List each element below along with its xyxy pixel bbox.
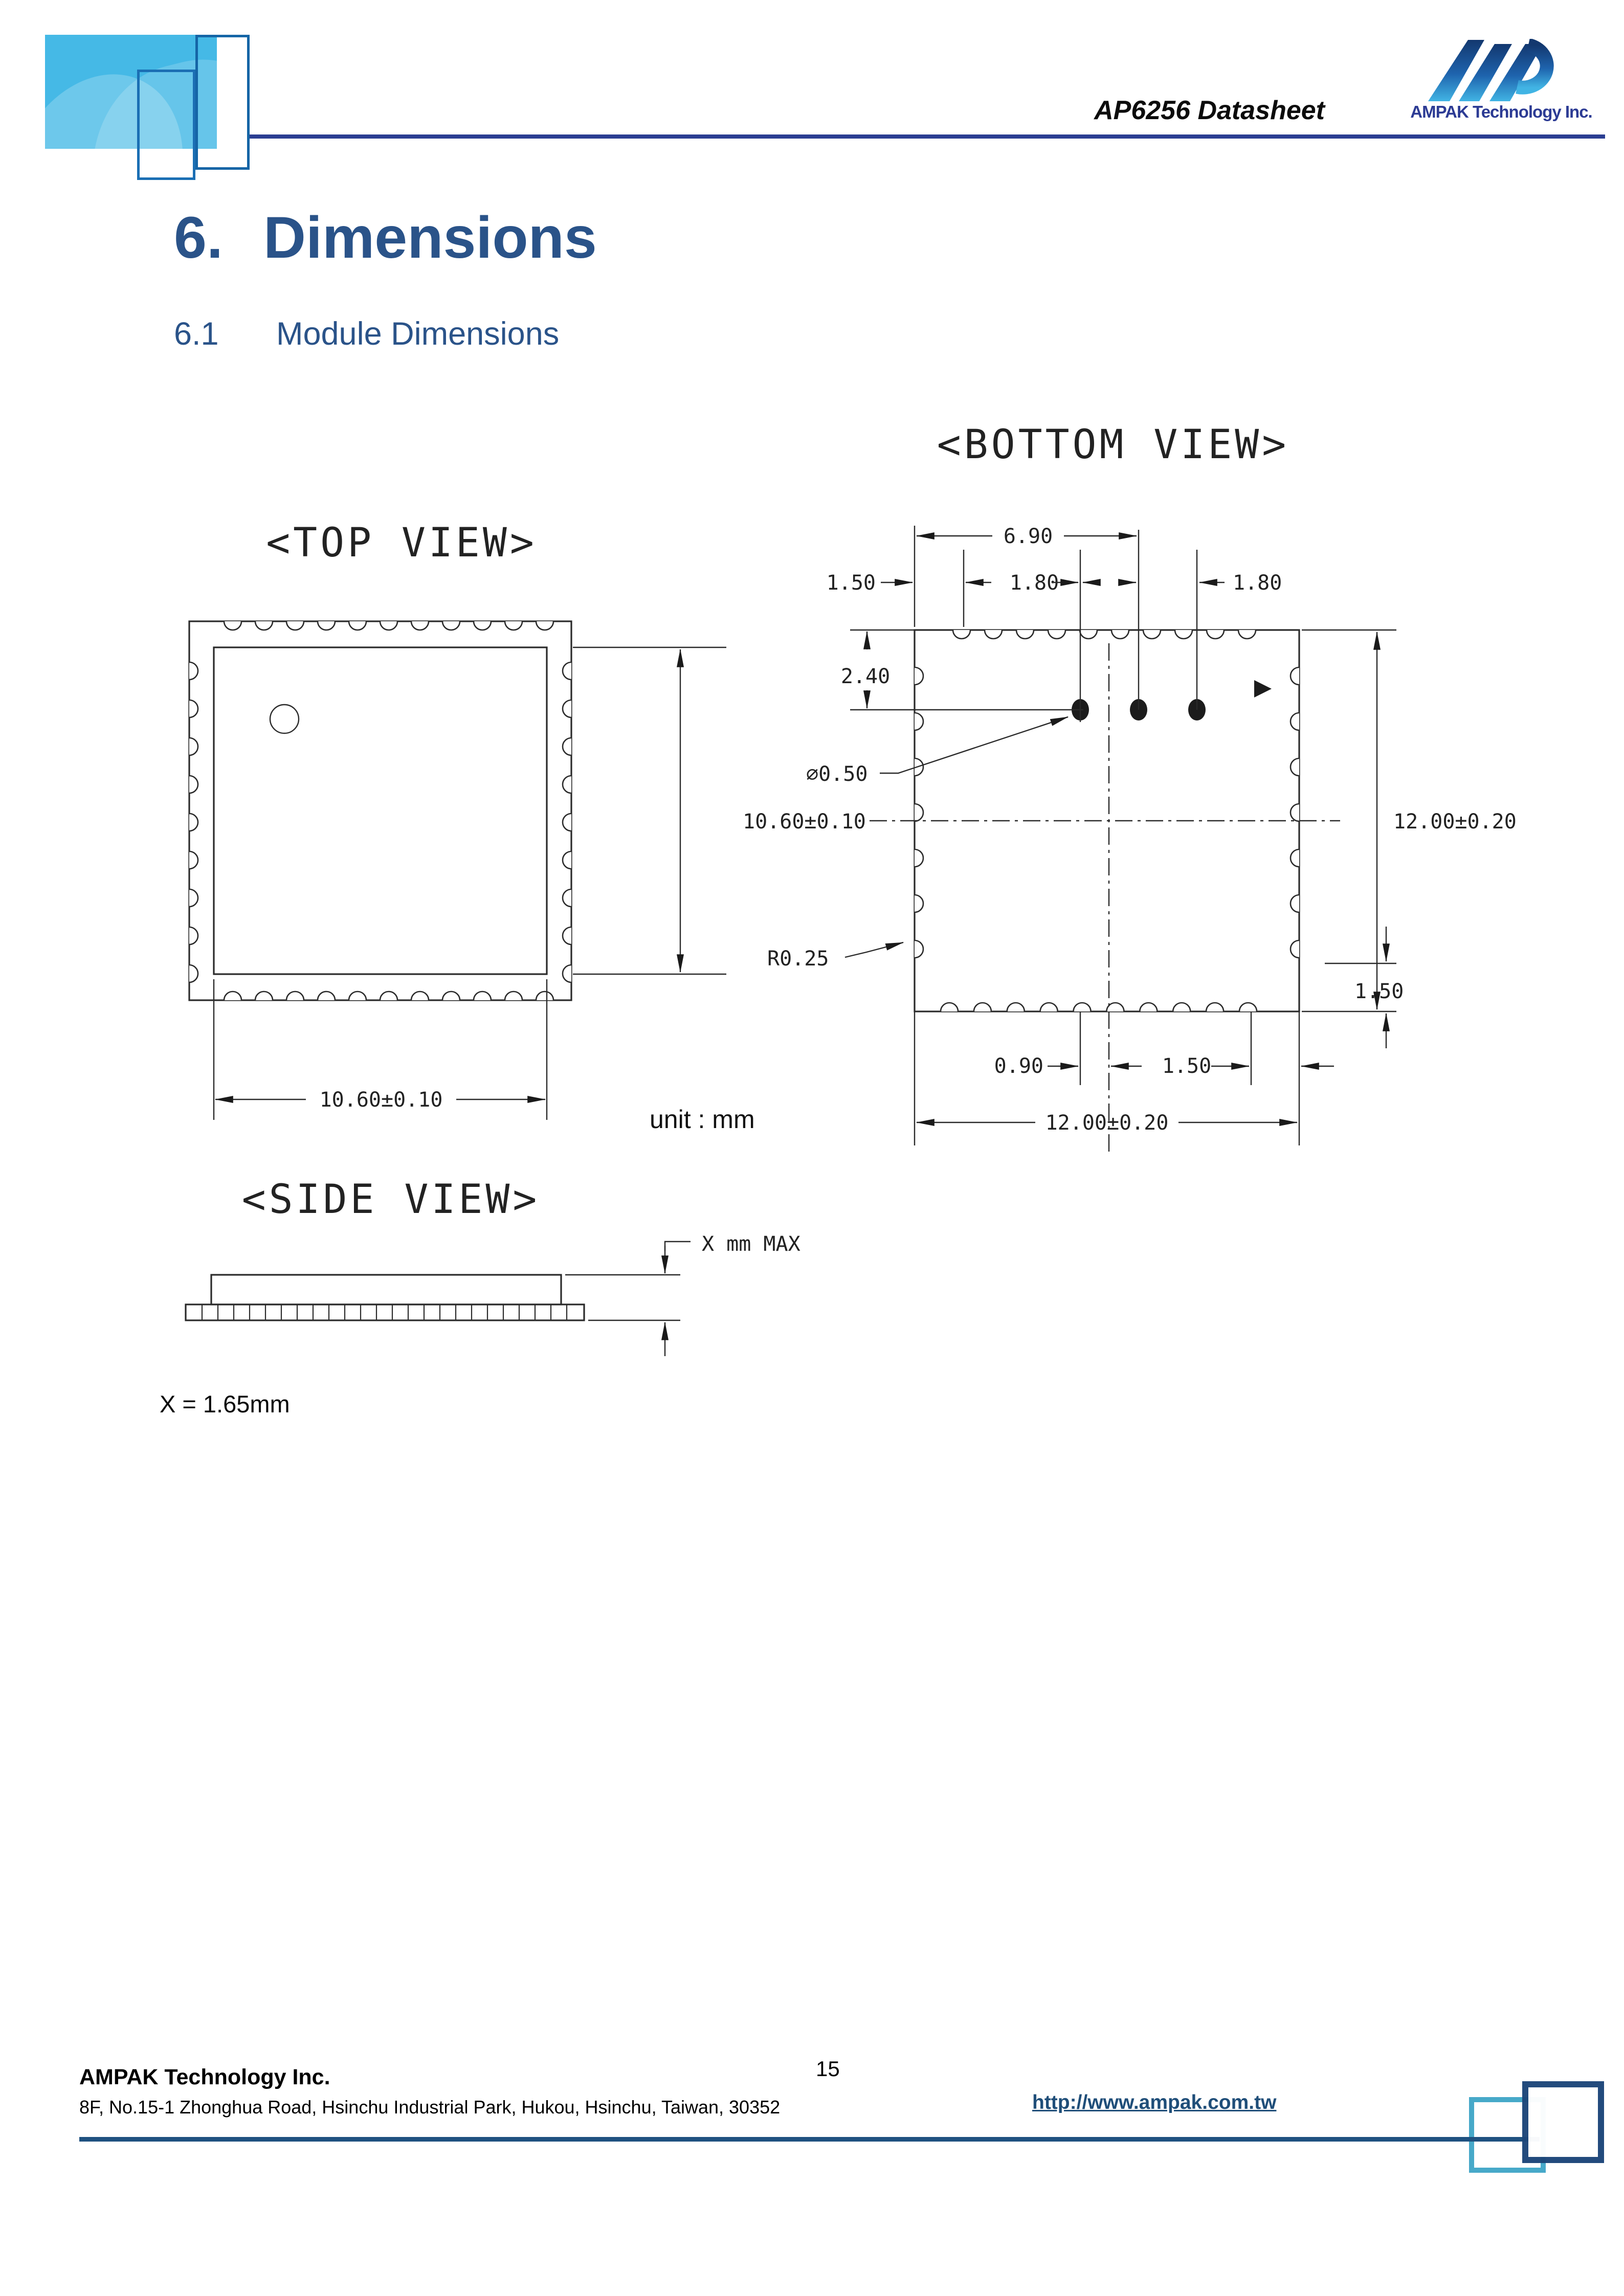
footer-decor-navy-box — [1522, 2081, 1604, 2163]
dim-pad-diameter — [806, 717, 1068, 786]
document-title: AP6256 Datasheet — [1094, 96, 1325, 125]
side-view-drawing — [186, 1177, 800, 1356]
dim-bottom-margin — [1162, 1011, 1334, 1085]
side-view-title: <SIDE VIEW> — [241, 1177, 540, 1223]
svg-text:1.80: 1.80 — [1233, 571, 1282, 595]
side-view-pad-ticks — [202, 1304, 567, 1320]
company-logo — [1387, 39, 1615, 122]
svg-text:1.50: 1.50 — [826, 571, 876, 595]
dim-max-thickness — [565, 1232, 800, 1356]
subsection-heading — [174, 318, 559, 350]
dim-top-view-height — [573, 647, 866, 974]
heading-number: 6. — [174, 205, 223, 271]
svg-text:12.00±0.20: 12.00±0.20 — [1045, 1111, 1169, 1135]
header-rule — [249, 134, 1605, 139]
side-view-body — [211, 1275, 561, 1304]
page-number: 15 — [816, 2057, 840, 2081]
heading-text: Dimensions — [263, 205, 597, 271]
svg-text:1.80: 1.80 — [1009, 571, 1059, 595]
svg-text:⌀0.50: ⌀0.50 — [806, 762, 868, 786]
svg-text:12.00±0.20: 12.00±0.20 — [1393, 810, 1517, 834]
svg-text:0.90: 0.90 — [994, 1054, 1043, 1078]
dim-overall-width — [915, 1011, 1299, 1145]
dimension-drawing — [0, 409, 1624, 1432]
footer-rule — [79, 2137, 1540, 2142]
top-view-castellations — [181, 613, 580, 1009]
header-decor-outline-box — [137, 70, 195, 180]
bottom-view-title: <BOTTOM VIEW> — [937, 422, 1289, 468]
logo-company-name: AMPAK Technology Inc. — [1410, 102, 1592, 121]
header-decor-outline-box — [195, 35, 250, 170]
top-view-title: <TOP VIEW> — [266, 520, 537, 566]
dim-margin-and-pitch-row — [827, 550, 1282, 627]
svg-text:R0.25: R0.25 — [767, 947, 829, 971]
footer-address: 8F, No.15-1 Zhonghua Road, Hsinchu Industrial Park, Hukou, Hsinchu, Taiwan, 30352 — [79, 2097, 781, 2118]
bottom-view-drawing — [767, 422, 1517, 1152]
svg-text:10.60±0.10: 10.60±0.10 — [319, 1088, 443, 1112]
subheading-number: 6.1 — [174, 316, 219, 352]
svg-text:1.50: 1.50 — [1162, 1054, 1212, 1078]
footer-website-link[interactable]: http://www.ampak.com.tw — [1032, 2091, 1277, 2113]
thickness-value-note: X = 1.65mm — [160, 1390, 290, 1417]
top-view-drawing — [181, 520, 866, 1120]
side-view-pad-strip — [186, 1304, 584, 1320]
dim-pad-to-center — [994, 1011, 1142, 1085]
dim-castellation-radius — [767, 942, 903, 971]
section-heading — [174, 205, 597, 271]
ampak-logo-icon — [1427, 39, 1575, 101]
svg-text:X mm MAX: X mm MAX — [702, 1232, 800, 1256]
pin1-marker-circle — [270, 705, 299, 733]
pin1-triangle-marker — [1254, 680, 1272, 697]
subheading-text: Module Dimensions — [276, 316, 560, 352]
footer-company: AMPAK Technology Inc. — [79, 2065, 330, 2089]
svg-text:1.50: 1.50 — [1354, 980, 1404, 1003]
svg-text:6.90: 6.90 — [1003, 525, 1053, 548]
svg-text:10.60±0.10: 10.60±0.10 — [743, 810, 866, 834]
centerlines — [870, 643, 1340, 1152]
svg-text:2.40: 2.40 — [840, 665, 891, 688]
top-view-outline — [189, 621, 571, 1000]
top-view-shield-outline — [214, 647, 547, 974]
unit-note: unit : mm — [650, 1105, 755, 1134]
dim-pad-row-offset-2-40 — [841, 630, 1083, 710]
dim-bottom-right-margin — [1325, 927, 1404, 1048]
